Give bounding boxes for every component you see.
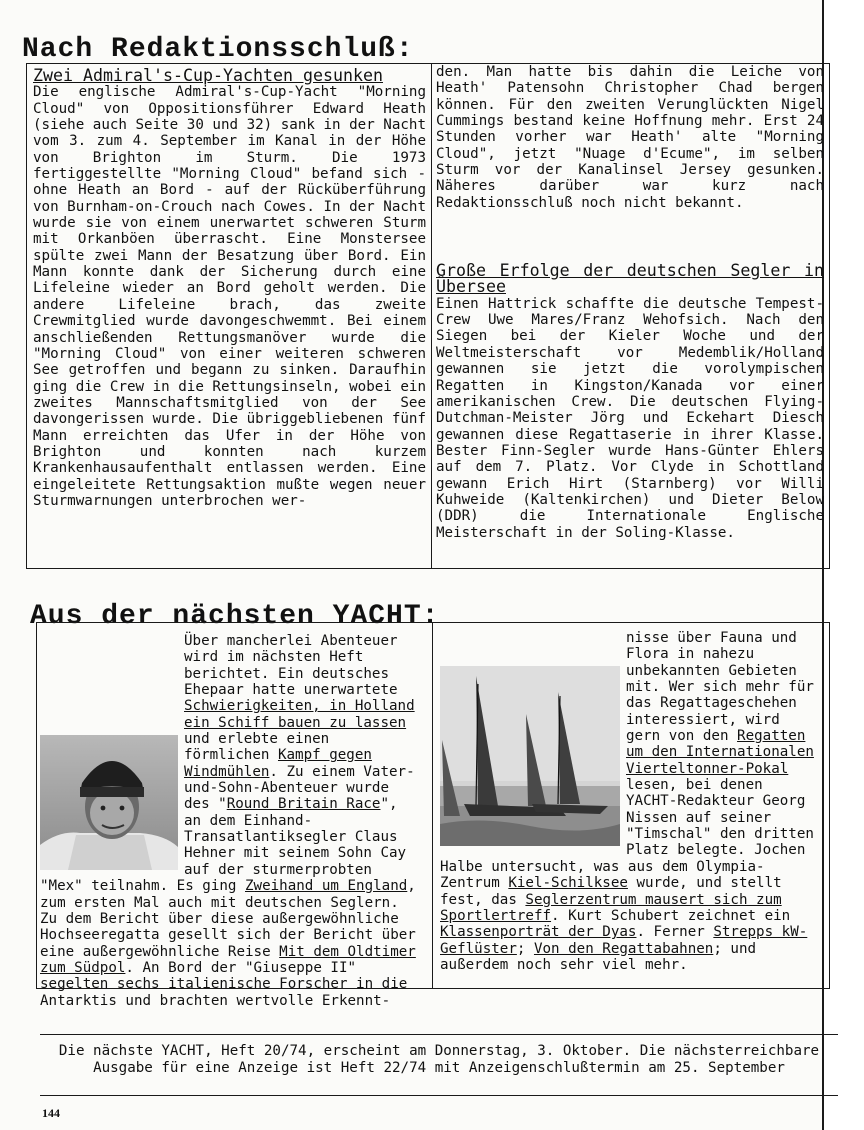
text-fragment: . Kurt Schubert zeichnet ein: [551, 907, 791, 924]
topic-two-handed-england: Zweihand um England: [245, 878, 408, 895]
text-fragment: ; und außerdem noch sehr viel mehr.: [440, 940, 757, 973]
topic-windmills: Kampf gegen Windmühlen: [184, 747, 372, 780]
topic-strepps-kw-gefluester: Strepps kW-Geflüster: [440, 924, 808, 957]
text-fragment: ", an dem Einhand-Transatlantiksegler Claus Hehner mit seinem Sohn Cay auf der sturmerprobten "Mex" teilnahm. Es ging: [40, 796, 407, 895]
deadline-column-divider: [431, 63, 432, 569]
topic-sailing-centre: Seglerzentrum mausert sich zum Sportlertreff: [440, 891, 782, 924]
article-heading-german-sailors: Große Erfolge der deutschen Segler in Übersee: [436, 261, 824, 297]
text-fragment: und erlebte einen förmlichen: [184, 731, 330, 764]
topic-round-britain-race: Round Britain Race: [226, 796, 381, 813]
text-fragment: Über mancherlei Abenteuer wird im nächsten Heft berichtet. Ein deutsches Ehepaar hatte unerwartete: [184, 633, 398, 699]
photo-regatta-yachts: [440, 666, 620, 846]
deadline-right-column: [436, 64, 824, 541]
next-issue-column-divider: [432, 622, 433, 989]
section-title-next-issue: Aus der nächsten YACHT:: [30, 601, 440, 632]
text-fragment: wurde, und stellt fest, das: [440, 875, 782, 908]
section-title-deadline: Nach Redaktionsschluß:: [22, 34, 414, 65]
text-fragment: . Ferner: [636, 924, 714, 941]
text-fragment: ;: [516, 940, 534, 957]
text-fragment: , zum ersten Mal auch mit deutschen Seglern. Zu dem Bericht über diese außergewöhnliche Hochseeregatta gesellt sich der Bericht über eine außergewöhnliche Reise: [40, 878, 416, 960]
photo-sailor-portrait: [40, 735, 178, 870]
article-body-german-sailors: Einen Hattrick schaffte die deutsche Tempest-Crew Uwe Mares/Franz Wehofsich. Nach den Siegen bei der Kieler Woche und der Weltmeisterschaft vor Medemblik/Holland gewannen sie jetzt die vorolympischen Regatten in Kingston/Kanada vor einer amerikanischen Crew. Die deutschen Flying-Dutchman-Meister Jörg und Eckehart Diesch gewannen diese Regattaserie in ihrer Klasse. Bester Finn-Segler wurde Hans-Günter Ehlers auf dem 7. Platz. Vor Clyde in Schottland gewann Erich Hirt (Starnberg) vor Willi Kuhweide (Kaltenkirchen) und Dieter Below (DDR) die Internationale Englische Meisterschaft in der Soling-Klasse.: [436, 295, 824, 541]
next-issue-notice: Die nächste YACHT, Heft 20/74, erscheint am Donnerstag, 3. Oktober. Die nächsterreichbare Ausgabe für eine Anzeige ist Heft 22/74 mit Anzeigenschlußtermin am 25. September: [40, 1034, 838, 1096]
page-number: 144: [42, 1106, 60, 1120]
topic-oldtimer-south-pole: Mit dem Oldtimer zum Südpol: [40, 943, 416, 976]
article-heading-admirals-cup: Zwei Admiral's-Cup-Yachten gesunken: [33, 66, 383, 85]
text-fragment: . An Bord der "Giuseppe II" segelten sechs italienische Forscher in die Antarktis und brachten wertvolle Erkennt-: [40, 959, 408, 1009]
text-fragment: nisse über Fauna und Flora in nahezu unbekannten Gebieten mit. Wer sich mehr für das Regattageschehen interessiert, wird gern von den: [626, 630, 814, 745]
topic-quarter-ton-cup: Regatten um den Internationalen Vierteltonner-Pokal: [626, 728, 814, 777]
article-body-admirals-cup: Die englische Admiral's-Cup-Yacht "Morning Cloud" von Oppositionsführer Edward Heath (siehe auch Seite 30 und 32) sank in der Nacht vom 3. zum 4. September im Kanal in der Höhe von Brighton im Sturm. Die 1973 fertiggestellte "Morning Cloud" befand sich - ohne Heath an Bord - auf der Rücküberführung von Burnham-on-Crouch nach Cowes. In der Nacht wurde sie von einem unerwartet schweren Sturm mit Orkanböen überrascht. Eine Monstersee spülte zwei Mann der Besatzung über Bord. Ein Mann konnte dank der Sicherung durch eine Lifeleine wieder an Bord geholt werden. Die andere Lifeleine brach, das zweite Crewmitglied wurde davongeschwemmt. Bei einem anschließenden Rettungsmanöver wurde die "Morning Cloud" von einer weiteren schweren See getroffen und begann zu sinken. Daraufhin ging die Crew in die Rettungsinseln, wobei ein zweites Mannschaftsmitglied von der See davongerissen wurde. Die übriggebliebenen fünf Mann erreichten das Ufer in der Höhe von Brighton und konnten nach kurzem Krankenhausaufenthalt entlassen werden. Eine eingeleitete Rettungsaktion mußte wegen neuer Sturmwarnungen unterbrochen wer-: [33, 84, 426, 509]
article-body-admirals-cup-continued: den. Man hatte bis dahin die Leiche von Heath' Patensohn Christopher Chad bergen können. Für den zweiten Verunglückten Nigel Cummings bestand keine Hoffnung mehr. Erst 24 Stunden vorher war Heath' alte "Morning Cloud", jetzt "Nuage d'Ecume", im selben Sturm vor der Kanalinsel Jersey gesunken. Näheres darüber war kurz nach Redaktionsschluß noch nicht bekannt.: [436, 64, 824, 211]
text-fragment: . Zu einem Vater-und-Sohn-Abenteuer wurde des ": [184, 763, 415, 813]
topic-boat-building-holland: Schwierigkeiten, in Holland ein Schiff bauen zu lassen: [184, 698, 415, 731]
topic-regattabahnen: Von den Regattabahnen: [533, 940, 714, 957]
topic-kiel-schilksee: Kiel-Schilksee: [508, 875, 628, 892]
text-fragment: lesen, bei denen YACHT-Redakteur Georg Nissen auf seiner "Timschal" den dritten Platz belegte. Jochen Halbe untersucht, was aus dem Olympia-Zentrum: [440, 777, 814, 892]
topic-class-portrait-dyas: Klassenporträt der Dyas: [440, 924, 637, 941]
deadline-left-column: [33, 68, 426, 509]
next-issue-right-column: [440, 630, 820, 973]
next-issue-left-column: [40, 633, 420, 1009]
